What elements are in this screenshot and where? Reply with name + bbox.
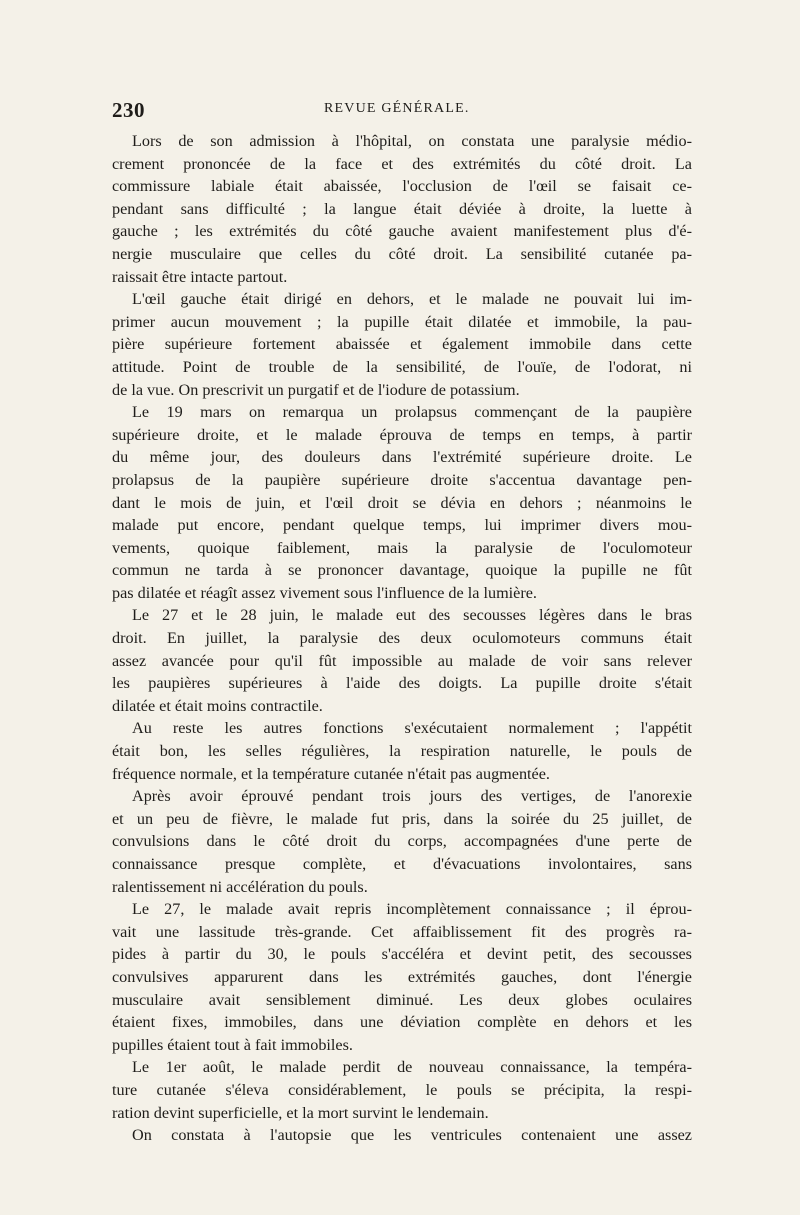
text-line: Le 27 et le 28 juin, le malade eut des secousses légères dans le bras bbox=[132, 606, 692, 625]
text-line: primer aucun mouvement ; la pupille était dilatée et immobile, la pau- bbox=[112, 312, 692, 331]
text-line: Le 1er août, le malade perdit de nouveau connaissance, la tempéra- bbox=[132, 1058, 692, 1077]
text-line: ture cutanée s'éleva considérablement, le pouls se précipita, la respi- bbox=[112, 1080, 692, 1099]
text-line: commissure labiale était abaissée, l'occlusion de l'œil se faisait ce- bbox=[112, 177, 692, 196]
text-line: crement prononcée de la face et des extrémités du côté droit. La bbox=[112, 154, 692, 173]
text-line: et un peu de fièvre, le malade fut pris, dans la soirée du 25 juillet, de bbox=[112, 809, 692, 828]
text-line: ration devint superficielle, et la mort survint le lendemain. bbox=[112, 1103, 489, 1122]
text-line: était bon, les selles régulières, la respiration naturelle, le pouls de bbox=[112, 742, 692, 761]
text-line: pupilles étaient tout à fait immobiles. bbox=[112, 1035, 353, 1054]
text-line: Lors de son admission à l'hôpital, on constata une paralysie médio- bbox=[132, 132, 692, 150]
text-line: musculaire avait sensiblement diminué. Les deux globes oculaires bbox=[112, 990, 692, 1009]
page-number: 230 bbox=[112, 98, 145, 122]
text-line: convulsions dans le côté droit du corps, accompagnées d'une perte de bbox=[112, 832, 692, 851]
text-line: Le 19 mars on remarqua un prolapsus commençant de la paupière bbox=[132, 403, 692, 422]
text-line: On constata à l'autopsie que les ventricules contenaient une assez bbox=[132, 1126, 692, 1145]
text-line: Au reste les autres fonctions s'exécutaient normalement ; l'appétit bbox=[132, 719, 692, 738]
text-line: connaissance presque complète, et d'évacuations involontaires, sans bbox=[112, 855, 692, 873]
text-line: du même jour, des douleurs dans l'extrémité supérieure droite. Le bbox=[112, 448, 692, 467]
text-line: étaient fixes, immobiles, dans une déviation complète en dehors et les bbox=[112, 1013, 692, 1032]
text-line: les paupières supérieures à l'aide des doigts. La pupille droite s'était bbox=[112, 674, 692, 693]
body-text bbox=[112, 130, 692, 1147]
text-line: prolapsus de la paupière supérieure droite s'accentua davantage pen- bbox=[112, 470, 692, 489]
text-line: pière supérieure fortement abaissée et également immobile dans cette bbox=[112, 335, 692, 354]
text-line: Après avoir éprouvé pendant trois jours des vertiges, de l'anorexie bbox=[132, 787, 692, 806]
text-line: convulsives apparurent dans les extrémités gauches, dont l'énergie bbox=[112, 967, 692, 986]
text-line: dilatée et était moins contractile. bbox=[112, 696, 323, 715]
text-line: pendant sans difficulté ; la langue était déviée à droite, la luette à bbox=[112, 199, 692, 218]
text-line: malade put encore, pendant quelque temps, lui imprimer divers mou- bbox=[112, 516, 692, 535]
text-line: ralentissement ni accélération du pouls. bbox=[112, 877, 368, 896]
text-line: pas dilatée et réagît assez vivement sous l'influence de la lumière. bbox=[112, 583, 537, 602]
text-line: attitude. Point de trouble de la sensibilité, de l'ouïe, de l'odorat, ni bbox=[112, 357, 692, 376]
running-head: REVUE GÉNÉRALE. bbox=[324, 101, 470, 116]
text-line: nergie musculaire que celles du côté droit. La sensibilité cutanée pa- bbox=[112, 244, 692, 263]
text-line: vements, quoique faiblement, mais la paralysie de l'oculomoteur bbox=[112, 538, 692, 557]
text-line: dant le mois de juin, et l'œil droit se dévia en dehors ; néanmoins le bbox=[112, 493, 692, 512]
text-line: gauche ; les extrémités du côté gauche avaient manifestement plus d'é- bbox=[112, 222, 692, 241]
text-line: L'œil gauche était dirigé en dehors, et le malade ne pouvait lui im- bbox=[132, 290, 692, 309]
text-line: assez avancée pour qu'il fût impossible au malade de voir sans relever bbox=[112, 651, 692, 670]
text-line: de la vue. On prescrivit un purgatif et de l'iodure de potassium. bbox=[112, 380, 520, 399]
text-line: Le 27, le malade avait repris incomplètement connaissance ; il éprou- bbox=[132, 900, 692, 919]
text-line: droit. En juillet, la paralysie des deux oculomoteurs communs était bbox=[112, 629, 692, 648]
text-line: supérieure droite, et le malade éprouva de temps en temps, à partir bbox=[112, 425, 692, 444]
text-line: fréquence normale, et la température cutanée n'était pas augmentée. bbox=[112, 764, 550, 783]
text-line: vait une lassitude très-grande. Cet affaiblissement fit des progrès ra- bbox=[112, 922, 692, 941]
text-line: raissait être intacte partout. bbox=[112, 267, 288, 286]
page-header bbox=[112, 98, 692, 122]
text-line: pides à partir du 30, le pouls s'accéléra et devint petit, des secousses bbox=[112, 945, 692, 964]
text-line: commun ne tarda à se prononcer davantage, quoique la pupille ne fût bbox=[112, 561, 692, 580]
